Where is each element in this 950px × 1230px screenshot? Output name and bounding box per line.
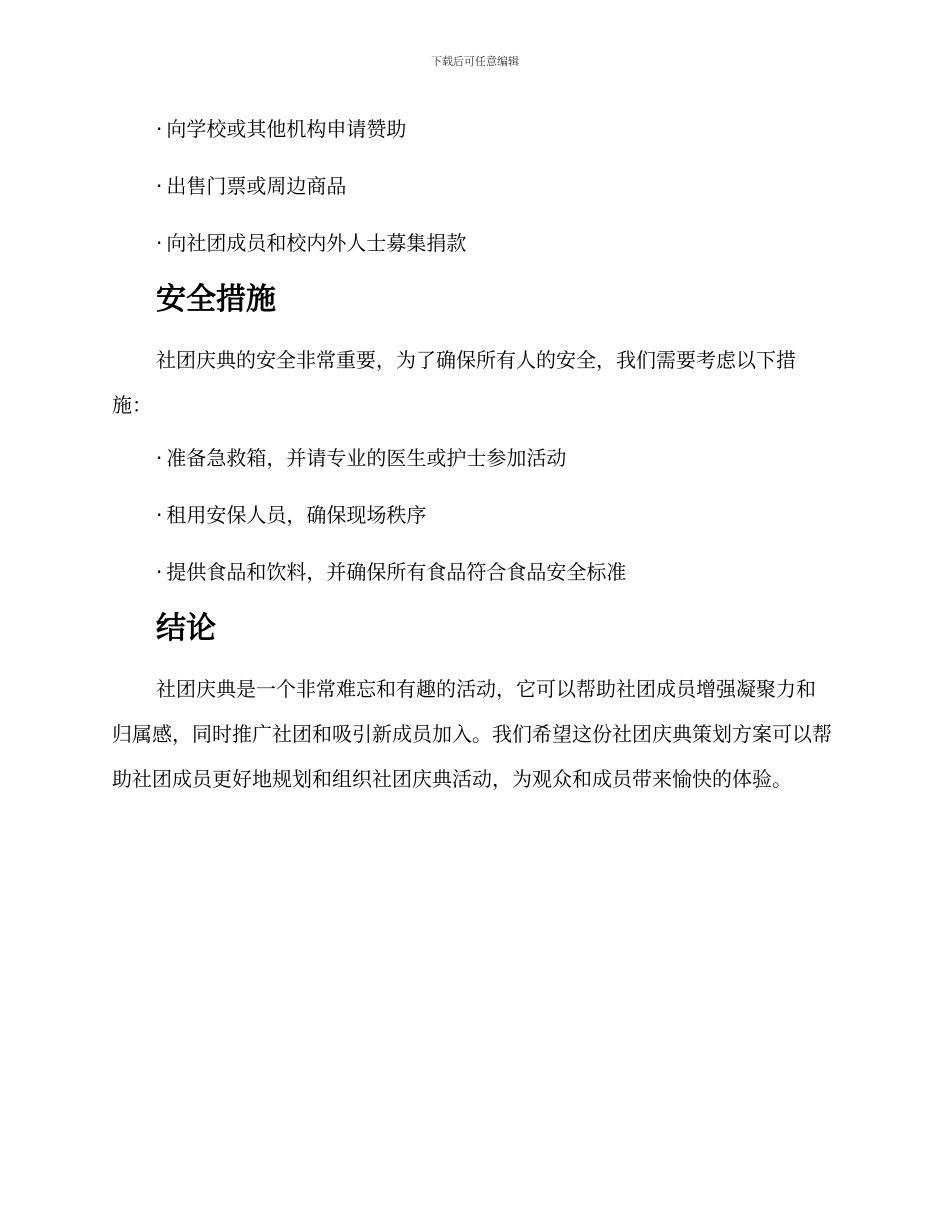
funding-item-2: 出售门票或周边商品 xyxy=(166,174,347,198)
funding-item-1: 向学校或其他机构申请赞助 xyxy=(166,117,407,141)
document-body xyxy=(112,110,832,813)
section-heading-safety: 安全措施 xyxy=(156,282,276,317)
list-item xyxy=(112,110,832,167)
list-item xyxy=(112,224,832,281)
bullet-icon: · xyxy=(156,231,163,255)
section-heading-conclusion: 结论 xyxy=(156,611,216,646)
list-item xyxy=(112,439,832,496)
bullet-icon: · xyxy=(156,446,163,470)
safety-item-2: 租用安保人员，确保现场秩序 xyxy=(166,503,427,527)
bullet-icon: · xyxy=(156,560,163,584)
bullet-icon: · xyxy=(156,117,163,141)
conclusion-paragraph: 社团庆典是一个非常难忘和有趣的活动，它可以帮助社团成员增强凝聚力和归属感，同时推广社团和吸引新成员加入。我们希望这份社团庆典策划方案可以帮助社团成员更好地规划和组织社团庆典活动，为观众和成员带来愉快的体验。 xyxy=(112,677,832,791)
page-header: 下载后可任意编辑 xyxy=(431,55,519,68)
bullet-icon: · xyxy=(156,503,163,527)
bullet-icon: · xyxy=(156,174,163,198)
safety-intro-paragraph: 社团庆典的安全非常重要，为了确保所有人的安全，我们需要考虑以下措施： xyxy=(112,348,796,417)
list-item xyxy=(112,167,832,224)
safety-item-1: 准备急救箱，并请专业的医生或护士参加活动 xyxy=(166,446,567,470)
funding-item-3: 向社团成员和校内外人士募集捐款 xyxy=(166,231,467,255)
list-item xyxy=(112,496,832,553)
safety-item-3: 提供食品和饮料，并确保所有食品符合食品安全标准 xyxy=(166,560,627,584)
list-item xyxy=(112,553,832,610)
